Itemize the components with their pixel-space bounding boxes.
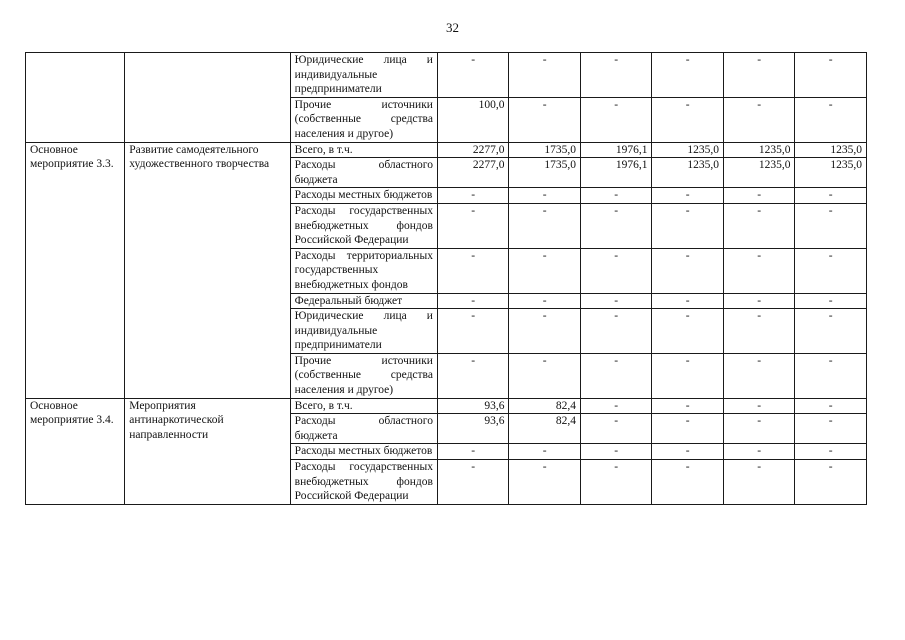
value-cell: -: [437, 53, 509, 98]
value-cell: -: [509, 188, 581, 204]
value-cell: -: [580, 460, 652, 505]
funding-source-cell: Прочие источники (собственные средства населения и другое): [290, 353, 437, 398]
value-cell: -: [723, 414, 795, 444]
value-cell: -: [509, 248, 581, 293]
value-cell: -: [723, 248, 795, 293]
funding-source-cell: Расходы государственных внебюджетных фондов Российской Федерации: [290, 460, 437, 505]
value-cell: -: [723, 53, 795, 98]
value-cell: 93,6: [437, 398, 509, 414]
value-cell: -: [580, 97, 652, 142]
value-cell: -: [795, 97, 867, 142]
value-cell: -: [437, 444, 509, 460]
value-cell: -: [795, 309, 867, 354]
value-cell: -: [723, 309, 795, 354]
funding-source-cell: Юридические лица и индивидуальные предприниматели: [290, 309, 437, 354]
measure-name-cell: Мероприятия антинаркотической направленности: [125, 398, 290, 504]
value-cell: -: [652, 353, 724, 398]
value-cell: -: [795, 203, 867, 248]
value-cell: -: [795, 188, 867, 204]
value-cell: -: [652, 444, 724, 460]
value-cell: 2277,0: [437, 142, 509, 158]
funding-source-cell: Федеральный бюджет: [290, 293, 437, 309]
funding-source-cell: Расходы государственных внебюджетных фондов Российской Федерации: [290, 203, 437, 248]
funding-table: [25, 52, 867, 505]
value-cell: -: [795, 353, 867, 398]
value-cell: -: [580, 203, 652, 248]
funding-source-cell: Расходы областного бюджета: [290, 414, 437, 444]
value-cell: -: [580, 414, 652, 444]
value-cell: 2277,0: [437, 158, 509, 188]
value-cell: 93,6: [437, 414, 509, 444]
funding-source-cell: Прочие источники (собственные средства населения и другое): [290, 97, 437, 142]
value-cell: -: [723, 444, 795, 460]
value-cell: -: [795, 398, 867, 414]
page-number: 32: [446, 20, 459, 35]
value-cell: -: [580, 353, 652, 398]
value-cell: -: [723, 188, 795, 204]
value-cell: -: [437, 203, 509, 248]
value-cell: 1976,1: [580, 142, 652, 158]
value-cell: -: [652, 203, 724, 248]
value-cell: -: [509, 203, 581, 248]
value-cell: 100,0: [437, 97, 509, 142]
funding-source-cell: Расходы областного бюджета: [290, 158, 437, 188]
value-cell: -: [652, 460, 724, 505]
value-cell: 1735,0: [509, 158, 581, 188]
value-cell: 1235,0: [795, 158, 867, 188]
value-cell: 1235,0: [723, 158, 795, 188]
value-cell: -: [580, 53, 652, 98]
funding-source-cell: Юридические лица и индивидуальные предприниматели: [290, 53, 437, 98]
funding-source-cell: Расходы местных бюджетов: [290, 188, 437, 204]
value-cell: -: [652, 53, 724, 98]
value-cell: -: [723, 398, 795, 414]
value-cell: -: [723, 353, 795, 398]
value-cell: -: [652, 97, 724, 142]
value-cell: -: [795, 444, 867, 460]
value-cell: -: [723, 460, 795, 505]
value-cell: -: [580, 188, 652, 204]
value-cell: -: [580, 309, 652, 354]
funding-source-cell: Расходы территориальных государственных внебюджетных фондов: [290, 248, 437, 293]
value-cell: -: [437, 248, 509, 293]
funding-source-cell: Всего, в т.ч.: [290, 398, 437, 414]
value-cell: -: [509, 460, 581, 505]
value-cell: 1235,0: [795, 142, 867, 158]
value-cell: 82,4: [509, 398, 581, 414]
value-cell: -: [580, 398, 652, 414]
value-cell: -: [437, 309, 509, 354]
measure-name-cell: [125, 53, 290, 143]
value-cell: -: [437, 188, 509, 204]
value-cell: -: [795, 293, 867, 309]
measure-cell: Основное мероприятие 3.3.: [26, 142, 125, 398]
value-cell: -: [723, 293, 795, 309]
measure-name-cell: Развитие самодеятельного художественного творчества: [125, 142, 290, 398]
measure-cell: Основное мероприятие 3.4.: [26, 398, 125, 504]
value-cell: -: [795, 53, 867, 98]
value-cell: -: [509, 309, 581, 354]
table-row: [26, 398, 867, 414]
value-cell: 82,4: [509, 414, 581, 444]
value-cell: -: [437, 293, 509, 309]
value-cell: -: [509, 444, 581, 460]
value-cell: 1235,0: [723, 142, 795, 158]
value-cell: -: [580, 444, 652, 460]
value-cell: -: [652, 309, 724, 354]
measure-cell: [26, 53, 125, 143]
table-row: [26, 53, 867, 98]
value-cell: 1735,0: [509, 142, 581, 158]
value-cell: -: [795, 460, 867, 505]
value-cell: -: [509, 97, 581, 142]
value-cell: -: [580, 293, 652, 309]
funding-source-cell: Всего, в т.ч.: [290, 142, 437, 158]
value-cell: -: [580, 248, 652, 293]
value-cell: -: [652, 248, 724, 293]
value-cell: -: [723, 97, 795, 142]
funding-source-cell: Расходы местных бюджетов: [290, 444, 437, 460]
value-cell: -: [509, 353, 581, 398]
value-cell: -: [652, 414, 724, 444]
table-row: [26, 142, 867, 158]
value-cell: -: [509, 53, 581, 98]
value-cell: -: [723, 203, 795, 248]
value-cell: -: [437, 353, 509, 398]
value-cell: -: [652, 188, 724, 204]
value-cell: 1235,0: [652, 142, 724, 158]
value-cell: -: [652, 398, 724, 414]
value-cell: -: [509, 293, 581, 309]
value-cell: -: [795, 414, 867, 444]
value-cell: -: [652, 293, 724, 309]
value-cell: 1235,0: [652, 158, 724, 188]
value-cell: -: [437, 460, 509, 505]
value-cell: -: [795, 248, 867, 293]
value-cell: 1976,1: [580, 158, 652, 188]
